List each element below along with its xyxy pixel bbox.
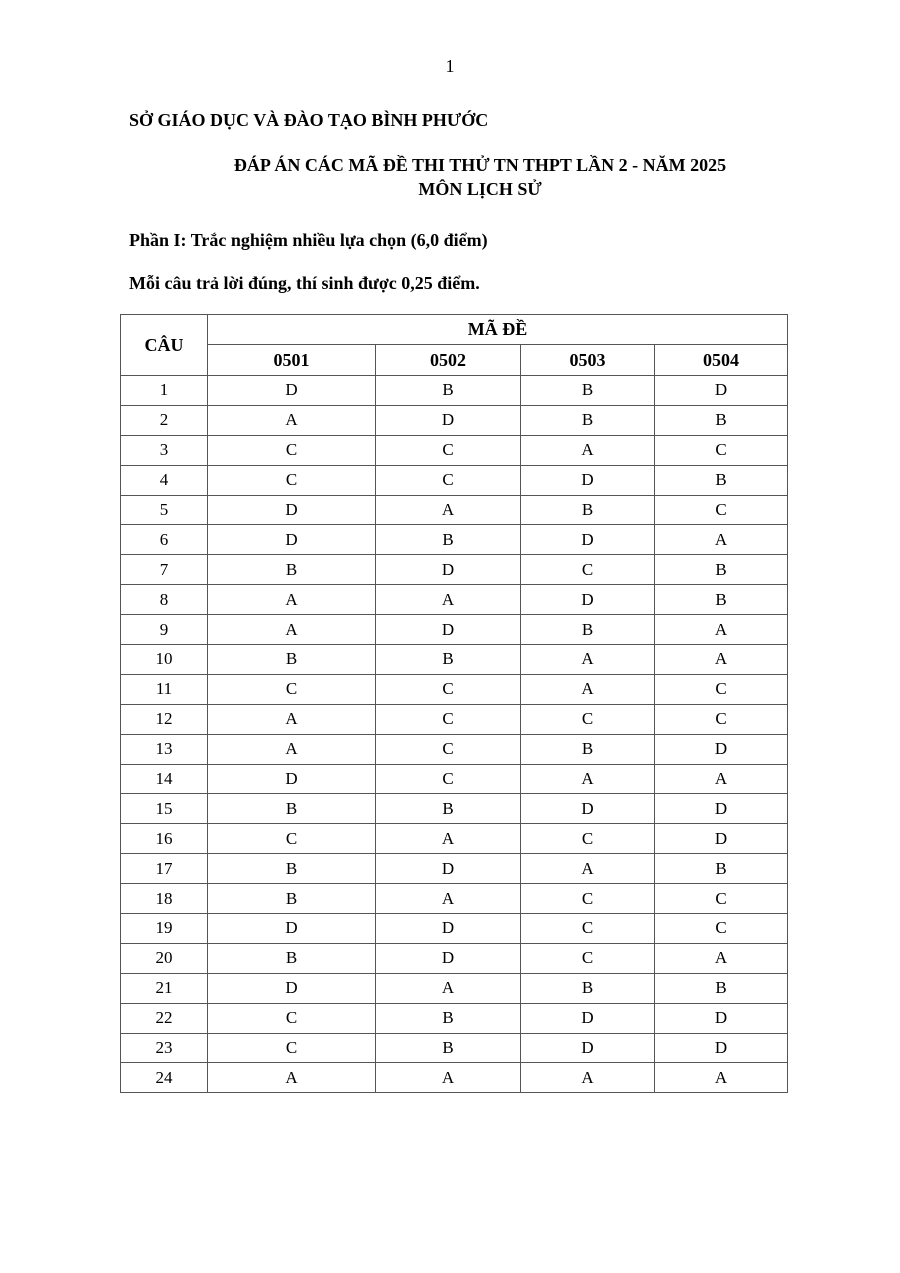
- answer-cell: A: [521, 674, 655, 704]
- table-row: [121, 884, 788, 914]
- question-number: 6: [121, 525, 208, 555]
- answer-cell: B: [521, 734, 655, 764]
- answer-cell: D: [655, 1033, 788, 1063]
- table-row: [121, 973, 788, 1003]
- question-number: 20: [121, 943, 208, 973]
- answer-cell: A: [376, 824, 521, 854]
- answer-cell: A: [521, 764, 655, 794]
- answer-cell: A: [521, 645, 655, 675]
- answer-cell: C: [376, 435, 521, 465]
- answer-cell: A: [376, 495, 521, 525]
- table-row: [121, 704, 788, 734]
- page-number: 1: [445, 56, 455, 76]
- answer-cell: C: [521, 914, 655, 944]
- answer-rows: [121, 376, 788, 1093]
- answer-cell: D: [376, 405, 521, 435]
- question-number: 2: [121, 405, 208, 435]
- question-number: 8: [121, 585, 208, 615]
- answer-cell: C: [655, 884, 788, 914]
- answer-cell: C: [208, 465, 376, 495]
- answer-cell: D: [655, 376, 788, 406]
- answer-cell: A: [208, 615, 376, 645]
- answer-cell: C: [376, 734, 521, 764]
- table-row: [121, 854, 788, 884]
- question-number: 11: [121, 674, 208, 704]
- answer-cell: C: [655, 435, 788, 465]
- exam-code-header: MÃ ĐỀ: [208, 315, 788, 345]
- title-line-1: ĐÁP ÁN CÁC MÃ ĐỀ THI THỬ TN THPT LẦN 2 - NĂM 2025: [233, 155, 727, 175]
- answer-cell: B: [208, 645, 376, 675]
- answer-cell: B: [376, 1033, 521, 1063]
- answer-cell: A: [655, 615, 788, 645]
- answer-cell: D: [376, 943, 521, 973]
- question-number: 14: [121, 764, 208, 794]
- answer-cell: B: [208, 794, 376, 824]
- table-row: [121, 525, 788, 555]
- question-number: 12: [121, 704, 208, 734]
- answer-cell: B: [655, 973, 788, 1003]
- exam-code-0503: 0503: [521, 345, 655, 376]
- answer-cell: C: [376, 465, 521, 495]
- title-line-2: MÔN LỊCH SỬ: [418, 179, 542, 199]
- answer-cell: A: [655, 645, 788, 675]
- answer-cell: B: [655, 465, 788, 495]
- answer-cell: B: [208, 854, 376, 884]
- answer-cell: C: [521, 555, 655, 585]
- answer-cell: C: [521, 824, 655, 854]
- question-number: 1: [121, 376, 208, 406]
- table-row: [121, 674, 788, 704]
- answer-key-table: [120, 314, 788, 1093]
- table-row: [121, 824, 788, 854]
- question-number: 16: [121, 824, 208, 854]
- exam-code-0504: 0504: [655, 345, 788, 376]
- organization-name: SỞ GIÁO DỤC VÀ ĐÀO TẠO BÌNH PHƯỚC: [129, 110, 489, 130]
- question-number: 24: [121, 1063, 208, 1093]
- answer-cell: A: [521, 1063, 655, 1093]
- answer-cell: C: [655, 914, 788, 944]
- answer-cell: B: [521, 405, 655, 435]
- answer-cell: C: [655, 495, 788, 525]
- answer-cell: A: [655, 943, 788, 973]
- table-row: [121, 1063, 788, 1093]
- answer-cell: A: [208, 405, 376, 435]
- answer-cell: B: [521, 615, 655, 645]
- answer-cell: A: [208, 1063, 376, 1093]
- answer-cell: D: [208, 525, 376, 555]
- answer-cell: C: [521, 704, 655, 734]
- answer-cell: A: [521, 854, 655, 884]
- table-row: [121, 943, 788, 973]
- question-number: 18: [121, 884, 208, 914]
- table-row: [121, 1003, 788, 1033]
- table-row: [121, 914, 788, 944]
- question-number: 21: [121, 973, 208, 1003]
- answer-cell: D: [376, 914, 521, 944]
- answer-cell: C: [208, 1003, 376, 1033]
- answer-cell: B: [376, 1003, 521, 1033]
- question-number: 5: [121, 495, 208, 525]
- answer-cell: B: [208, 943, 376, 973]
- answer-cell: C: [655, 674, 788, 704]
- answer-cell: A: [208, 585, 376, 615]
- answer-cell: D: [521, 1003, 655, 1033]
- answer-cell: C: [376, 704, 521, 734]
- exam-code-0502: 0502: [376, 345, 521, 376]
- question-number: 10: [121, 645, 208, 675]
- answer-cell: D: [655, 734, 788, 764]
- answer-cell: B: [655, 555, 788, 585]
- document-title: [0, 153, 900, 201]
- question-number: 13: [121, 734, 208, 764]
- answer-cell: B: [208, 884, 376, 914]
- answer-cell: B: [521, 376, 655, 406]
- question-number: 23: [121, 1033, 208, 1063]
- answer-cell: A: [521, 435, 655, 465]
- answer-cell: C: [376, 674, 521, 704]
- answer-cell: D: [655, 1003, 788, 1033]
- question-number: 15: [121, 794, 208, 824]
- table-row: [121, 555, 788, 585]
- answer-cell: D: [208, 495, 376, 525]
- question-number: 9: [121, 615, 208, 645]
- table-row: [121, 435, 788, 465]
- answer-cell: B: [376, 376, 521, 406]
- answer-cell: D: [655, 794, 788, 824]
- answer-cell: A: [376, 973, 521, 1003]
- answer-cell: A: [208, 734, 376, 764]
- answer-cell: D: [376, 854, 521, 884]
- answer-cell: C: [208, 674, 376, 704]
- scoring-note: Mỗi câu trả lời đúng, thí sinh được 0,25 điểm.: [129, 273, 480, 293]
- answer-cell: C: [208, 824, 376, 854]
- answer-cell: C: [655, 704, 788, 734]
- answer-cell: D: [521, 525, 655, 555]
- table-row: [121, 405, 788, 435]
- answer-cell: A: [376, 1063, 521, 1093]
- answer-cell: B: [208, 555, 376, 585]
- answer-cell: A: [208, 704, 376, 734]
- table-row: [121, 495, 788, 525]
- answer-cell: B: [655, 405, 788, 435]
- question-number: 3: [121, 435, 208, 465]
- answer-cell: D: [208, 914, 376, 944]
- answer-cell: D: [208, 376, 376, 406]
- answer-cell: B: [376, 645, 521, 675]
- section-heading: Phần I: Trắc nghiệm nhiều lựa chọn (6,0 điểm): [129, 230, 488, 250]
- answer-cell: B: [655, 854, 788, 884]
- answer-cell: A: [376, 585, 521, 615]
- answer-cell: B: [376, 525, 521, 555]
- answer-cell: D: [208, 764, 376, 794]
- answer-cell: C: [208, 1033, 376, 1063]
- answer-cell: D: [655, 824, 788, 854]
- table-row: [121, 465, 788, 495]
- answer-cell: D: [521, 1033, 655, 1063]
- exam-code-0501: 0501: [208, 345, 376, 376]
- answer-cell: C: [208, 435, 376, 465]
- answer-cell: B: [655, 585, 788, 615]
- answer-cell: B: [376, 794, 521, 824]
- answer-cell: A: [376, 884, 521, 914]
- table-row: [121, 1033, 788, 1063]
- answer-cell: D: [521, 585, 655, 615]
- answer-cell: D: [376, 555, 521, 585]
- question-number: 19: [121, 914, 208, 944]
- question-number: 22: [121, 1003, 208, 1033]
- table-row: [121, 764, 788, 794]
- answer-cell: D: [208, 973, 376, 1003]
- answer-cell: A: [655, 525, 788, 555]
- table-row: [121, 376, 788, 406]
- question-column-header: CÂU: [121, 315, 208, 376]
- table-row: [121, 585, 788, 615]
- answer-cell: A: [655, 764, 788, 794]
- question-number: 7: [121, 555, 208, 585]
- answer-cell: D: [521, 794, 655, 824]
- answer-cell: D: [376, 615, 521, 645]
- answer-cell: A: [655, 1063, 788, 1093]
- answer-cell: B: [521, 495, 655, 525]
- table-row: [121, 734, 788, 764]
- table-row: [121, 794, 788, 824]
- table-row: [121, 645, 788, 675]
- answer-cell: D: [521, 465, 655, 495]
- table-row: [121, 615, 788, 645]
- answer-cell: C: [521, 884, 655, 914]
- question-number: 4: [121, 465, 208, 495]
- answer-cell: C: [521, 943, 655, 973]
- answer-cell: C: [376, 764, 521, 794]
- answer-cell: B: [521, 973, 655, 1003]
- question-number: 17: [121, 854, 208, 884]
